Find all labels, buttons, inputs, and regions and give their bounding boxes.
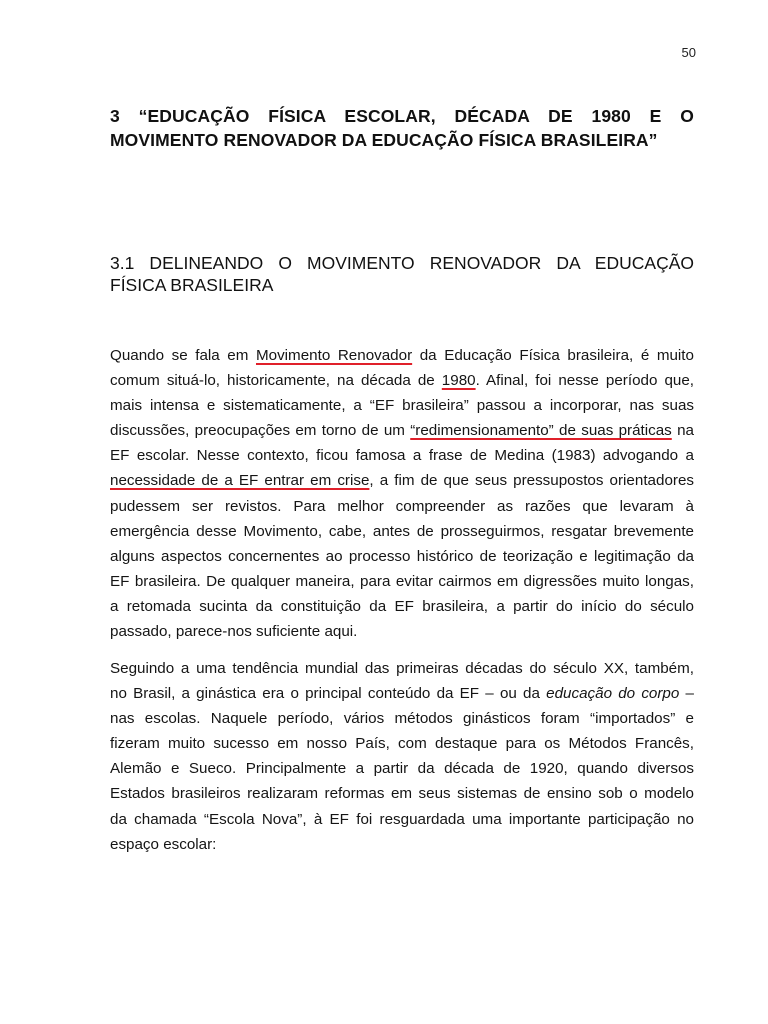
paragraph-2-line-8: espaço escolar: <box>110 835 217 853</box>
paragraph-2-line-3: nas escolas. Naquele período, vários métodos ginásticos foram “importados” e <box>110 710 694 728</box>
paragraph-2-line-5: Alemão e Sueco. Principalmente a partir da década de 1920, quando diversos <box>110 760 694 778</box>
underlined-annotation: Movimento Renovador <box>255 347 413 364</box>
underlined-annotation: necessidade de a EF entrar em crise <box>110 472 370 490</box>
paragraph-1-line-9: alguns aspectos concernentes ao processo histórico de teorização e legitimação da <box>110 547 694 565</box>
underlined-annotation: “redimensionamento” de suas práticas <box>410 422 672 440</box>
section-title <box>110 252 694 296</box>
text-segment: discussões, preocupações em torno de um <box>110 422 411 440</box>
paragraph-2-line-4: fizeram muito sucesso em nosso País, com destaque para os Métodos Francês, <box>110 735 694 753</box>
paragraph-2-line-6: Estados brasileiros realizaram reformas em seus sistemas de ensino sob o modelo <box>110 785 694 803</box>
paragraph-1-line-6 <box>110 468 694 493</box>
section-title-line-1: 3.1 DELINEANDO O MOVIMENTO RENOVADOR DA EDUCAÇÃO <box>110 253 694 273</box>
underlined-annotation: 1980 <box>441 372 476 390</box>
paragraph-1-line-1 <box>110 343 694 368</box>
text-segment: da Educação Física brasileira, é muito <box>412 347 694 364</box>
page-number: 50 <box>681 45 696 60</box>
text-segment: Quando se fala em <box>110 347 256 364</box>
text-segment: – <box>679 685 694 703</box>
paragraph-1-line-3: mais intensa e sistematicamente, a “EF brasileira” passou a incorporar, nas suas <box>110 397 694 415</box>
text-segment: , a fim de que seus pressupostos orientadores <box>369 472 694 490</box>
chapter-title-line-2: MOVIMENTO RENOVADOR DA EDUCAÇÃO FÍSICA BRASILEIRA” <box>110 130 658 150</box>
chapter-title-line-1: 3 “EDUCAÇÃO FÍSICA ESCOLAR, DÉCADA DE 1980 E O <box>110 106 694 126</box>
paragraph-1-line-10: EF brasileira. De qualquer maneira, para evitar cairmos em digressões muito longas, <box>110 572 694 590</box>
paragraph-2-line-1: Seguindo a uma tendência mundial das primeiras décadas do século XX, também, <box>110 660 694 677</box>
text-segment: comum situá-lo, historicamente, na década de <box>110 372 442 390</box>
paragraph-2-line-2 <box>110 681 694 706</box>
paragraph-1-line-11: a retomada sucinta da constituição da EF brasileira, a partir do início do século <box>110 597 694 615</box>
paragraph-1-line-8: emergência desse Movimento, cabe, antes de prosseguirmos, resgatar brevemente <box>110 522 694 540</box>
text-segment: . Afinal, foi nesse período que, <box>475 372 695 390</box>
paragraph-1 <box>110 343 694 644</box>
paragraph-1-line-2 <box>110 368 694 393</box>
text-segment: na <box>671 422 694 440</box>
paragraph-2-line-7: da chamada “Escola Nova”, à EF foi resguardada uma importante participação no <box>110 810 694 828</box>
paragraph-1-line-7: pudessem ser revistos. Para melhor compreender as razões que levaram à <box>110 497 694 515</box>
paragraph-1-line-5: EF escolar. Nesse contexto, ficou famosa a frase de Medina (1983) advogando a <box>110 447 694 465</box>
section-title-line-2: FÍSICA BRASILEIRA <box>110 275 274 295</box>
chapter-title <box>110 104 694 152</box>
paragraph-1-line-12: passado, parece-nos suficiente aqui. <box>110 623 358 641</box>
paragraph-1-line-4 <box>110 418 694 443</box>
paragraph-2 <box>110 656 694 857</box>
italic-term: educação do corpo <box>546 685 680 703</box>
text-segment: no Brasil, a ginástica era o principal conteúdo da EF – ou da <box>110 685 547 703</box>
